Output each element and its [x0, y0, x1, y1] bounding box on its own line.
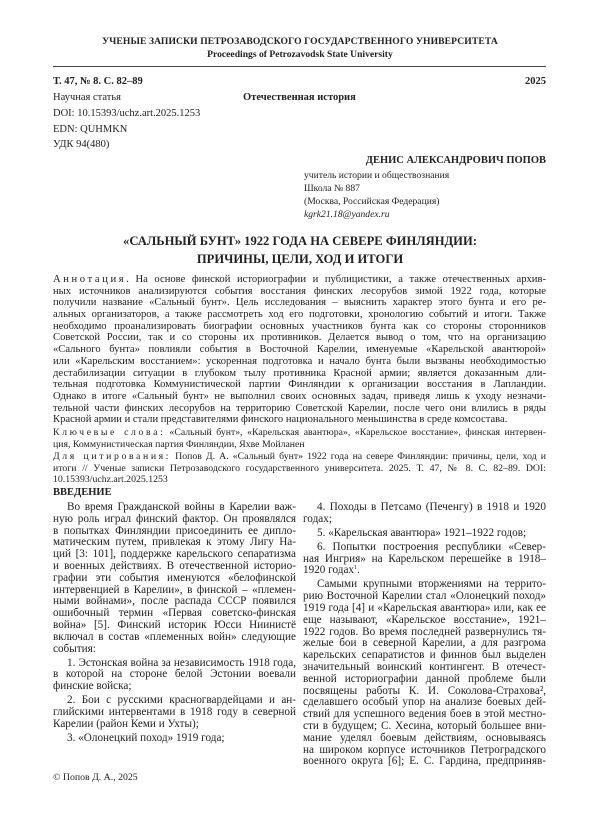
- line-text: ция, Коммунистическая партия Финляндии, Яхве Мойланен: [53, 438, 305, 450]
- author-location: (Москва, Российская Федерация): [304, 196, 440, 207]
- text-line: [53, 719, 296, 731]
- article-type: Научная статья: [53, 92, 121, 103]
- line-text: 3. «Олонецкий поход» 1919 года;: [67, 731, 225, 744]
- text-line: [53, 451, 546, 463]
- footnote-marker[interactable]: 1: [354, 565, 358, 572]
- text-line: [53, 403, 546, 415]
- line-text: ных источников анализируются события восстания финских лесорубов зимой 1922 года, которые: [53, 285, 546, 297]
- text-line: [303, 514, 546, 526]
- line-text: еще называют, «Карельское восстание», 1921–: [303, 613, 546, 626]
- journal-title: УЧЕНЫЕ ЗАПИСКИ ПЕТРОЗАВОДСКОГО ГОСУДАРСТВЕННОГО УНИВЕРСИТЕТА: [102, 36, 498, 47]
- edn: EDN: QUHMKN: [53, 124, 128, 135]
- line-text: .: [357, 564, 360, 577]
- line-text: Красной армии и стали представителями финского национального меньшинства в среде комсостава.: [53, 414, 508, 426]
- line-text: альных организаторов, а также рассмотреть ход его подготовки, хронологию событий и итоги. Также: [53, 309, 546, 321]
- rubric: Отечественная история: [243, 92, 356, 103]
- keywords: [53, 427, 546, 450]
- line-text: карельских сепаратистов и финнов был выделен: [303, 649, 546, 662]
- text-line: [303, 756, 546, 768]
- line-text: венной историографии данной проблеме были: [303, 672, 546, 685]
- author-name: ДЕНИС АЛЕКСАНДРОВИЧ ПОПОВ: [365, 155, 546, 166]
- line-text: и военных действиях. В отечественной историо-: [53, 559, 296, 572]
- text-line: [53, 681, 296, 693]
- line-text: «Сальный бунт», «Карельская авантюра», «Карельское восстание», финская интервен-: [169, 427, 546, 438]
- line-text: или «Карельским восстанием»: ускоренная подготовка и начало бунта были вызваны необходимостью: [53, 355, 546, 367]
- line-text: тельной части финских лесорубов на территорию Советской Карелии, после чего они влились в ряды: [53, 402, 546, 414]
- left-column: [53, 502, 296, 745]
- line-text: ошибочный термин «Первая советско-финская: [53, 607, 296, 620]
- right-column: [303, 502, 546, 768]
- text-line: [53, 439, 546, 451]
- line-text: ций [3: 101], поддержке карельского сепаратизма: [53, 548, 296, 561]
- article-title-line: «САЛЬНЫЙ БУНТ» 1922 ГОДА НА СЕВЕРЕ ФИНЛЯНДИИ:: [123, 234, 477, 248]
- text-line: [53, 427, 546, 439]
- line-text: в попытках Финляндии присоединить ее дипло-: [53, 524, 296, 537]
- line-text: «Сального бунта» повлияли события в Восточной Карелии, именуемые «Карельской авантюрой»: [53, 344, 546, 356]
- text-line: [53, 414, 546, 426]
- udk: УДК 94(480): [53, 139, 110, 150]
- annotation: [53, 274, 546, 426]
- line-text: в которой на стороне белой Эстонии воевали: [53, 668, 296, 681]
- text-line: [53, 286, 546, 298]
- journal-title-en: Proceedings of Petrozavodsk State University: [207, 49, 393, 60]
- line-text: война» [5]. Финский историк Юсси Ниинистё: [53, 618, 296, 631]
- line-text: 5. «Карельская авантюра» 1921–1922 годов;: [317, 526, 527, 539]
- line-text: годах;: [303, 512, 332, 525]
- line-text: 2. Бои с русскими красногвардейцами и ан-: [67, 694, 296, 707]
- line-text: ную роль играл финский фактор. Он проявлялся: [53, 512, 296, 525]
- line-text: ная Ингрия» на Карельском перешейке в 1918–: [303, 552, 546, 565]
- text-line: [53, 733, 296, 745]
- text-line: [53, 356, 546, 368]
- text-line: [53, 391, 546, 403]
- section-label: Ключевые слова:: [53, 427, 166, 438]
- line-text: 6. Попытки построения республики «Север-: [317, 540, 546, 553]
- text-line: [53, 332, 546, 344]
- line-text: итоги // Ученые записки Петрозаводского государственного университета. 2025. Т. 47, № 8. С. 82–89. DOI:: [53, 462, 546, 474]
- volume-info: Т. 47, № 8. С. 82–89: [53, 76, 143, 87]
- section-label: Аннотация.: [53, 274, 132, 285]
- line-text: мание уделял боевым действиям, основываясь: [303, 731, 546, 744]
- line-text: получили название «Сальный бунт». Цель исследования – выяснить характер этого бунта и его ре-: [53, 297, 546, 309]
- text-line: [303, 565, 546, 577]
- line-text: глийскими интервентами в 1918 году в северной: [53, 705, 296, 718]
- copyright: © Попов Д. А., 2025: [53, 772, 138, 783]
- text-line: [303, 502, 546, 514]
- text-line: [53, 321, 546, 333]
- text-line: [53, 644, 296, 656]
- section-label: Для цитирования:: [53, 451, 172, 462]
- author-organization: Школа № 887: [304, 183, 360, 194]
- line-text: интервенцией в Карелии», в финской – «племен-: [53, 583, 296, 596]
- line-text: 1919 года [4] и «Карельская авантюра» или, как ее: [303, 601, 546, 614]
- line-text: посвящены работы К. И. Соколова-Страхова²,: [303, 684, 546, 697]
- citation: [53, 451, 546, 486]
- author-position: учитель истории и обществознания: [304, 170, 450, 181]
- year: 2025: [525, 76, 546, 87]
- text-line: [53, 274, 546, 286]
- line-text: ствий для успешного ведения боев в этой местно-: [303, 708, 546, 721]
- line-text: 1. Эстонская война за независимость 1918 года,: [67, 656, 296, 669]
- section-heading: ВВЕДЕНИЕ: [53, 487, 112, 498]
- line-text: сделавшего особый упор на анализе боевых дей-: [303, 696, 546, 709]
- line-text: необходимо проанализировать биографии основных участников бунта как со стороны сторонников: [53, 320, 546, 332]
- author-email[interactable]: kgrk21.18@yandex.ru: [304, 209, 390, 220]
- line-text: Советской России, так и со стороны их противников. Делается вывод о том, что на организацию: [53, 332, 546, 344]
- line-text: 10.15393/uchz.art.2025.1253: [53, 474, 168, 485]
- doi: DOI: 10.15393/uchz.art.2025.1253: [53, 108, 201, 119]
- line-text: 4. Походы в Петсамо (Печенгу) в 1918 и 1920: [317, 501, 546, 513]
- line-text: тельная подготовка Коммунистической партии Финляндии к организации восстания в Лапландии.: [53, 379, 546, 391]
- line-text: На основе финской историографии и публицистики, а также отечественных архив-: [135, 274, 546, 285]
- line-text: рию Восточной Карелии стал «Олонецкий поход»: [303, 590, 546, 603]
- text-line: [53, 463, 546, 475]
- line-text: на широком корпусе источников Петроградского: [303, 743, 546, 756]
- line-text: финские войска;: [53, 680, 132, 693]
- text-line: [53, 297, 546, 309]
- line-text: желые бои в северной Карелии, а для разгрома: [303, 637, 546, 650]
- text-line: [303, 528, 546, 540]
- text-line: [53, 474, 546, 486]
- line-text: 1920 годах: [303, 564, 355, 577]
- article-title-line: ПРИЧИНЫ, ЦЕЛИ, ХОД И ИТОГИ: [196, 252, 404, 266]
- line-text: матическим путем, привлекая к этому Лигу На-: [53, 536, 296, 549]
- line-text: сти в будущем; С. Хесина, который большее вни-: [303, 719, 546, 732]
- text-line: [53, 309, 546, 321]
- line-text: Карелии (район Кеми и Ухты);: [53, 717, 199, 730]
- line-text: ными войнами», после распада СССР появился: [53, 595, 296, 608]
- header-divider: [53, 66, 546, 67]
- text-line: [53, 379, 546, 391]
- line-text: военного округа [6]; Е. С. Гардина, предприняв-: [303, 755, 546, 768]
- line-text: Попов Д. А. «Сальный бунт» 1922 года на севере Финляндии: причины, цели, ход и: [175, 451, 546, 462]
- line-text: Самыми крупными вторжениями на террито-: [317, 578, 546, 591]
- text-line: [53, 368, 546, 380]
- line-text: графии эти события именуются «белофинской: [53, 571, 296, 584]
- line-text: 1922 годов. Во время последней развернулись тя-: [303, 625, 546, 638]
- text-line: [53, 344, 546, 356]
- line-text: дестабилизации ситуации в глубоком тылу противника Красной армии; является доказанным дли-: [53, 367, 546, 379]
- line-text: Однако в итоге «Сальный бунт» не выполнил своих основных задач, приведя лишь к уходу незначи-: [53, 390, 546, 402]
- line-text: Во время Гражданской войны в Карелии важ-: [67, 501, 296, 513]
- line-text: события:: [53, 642, 96, 655]
- line-text: включал в состав «племенных войн» следующие: [53, 630, 296, 643]
- line-text: значительный воинский контингент. В отечест-: [303, 660, 546, 673]
